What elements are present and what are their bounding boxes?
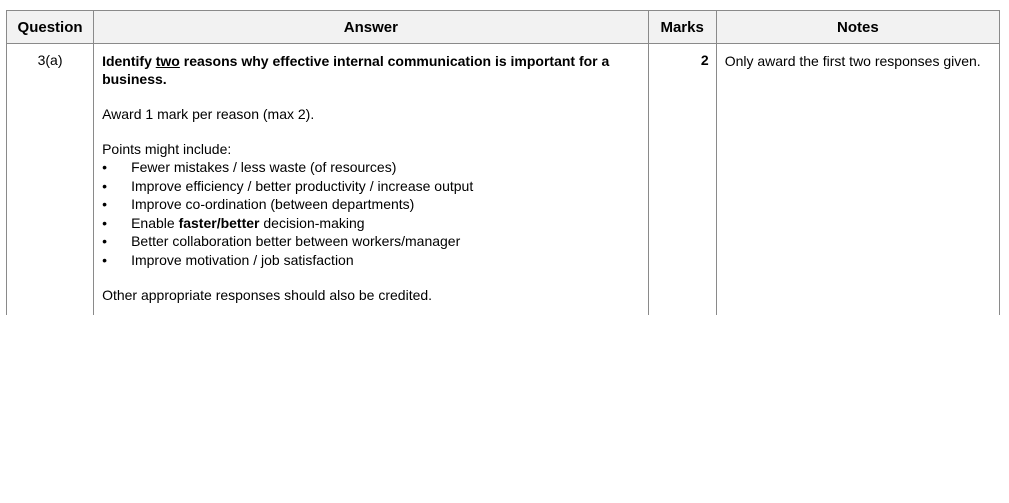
answer-cell — [94, 44, 649, 316]
marks-value: 2 — [648, 44, 716, 316]
question-number: 3(a) — [7, 44, 94, 316]
header-answer: Answer — [94, 11, 649, 44]
point-text: Improve motivation / job satisfaction — [131, 251, 354, 268]
prompt-emphasis: two — [155, 53, 180, 69]
list-item — [102, 251, 640, 270]
header-question: Question — [7, 11, 94, 44]
bullet-icon: • — [102, 214, 107, 231]
point-text: Better collaboration better between workers/manager — [131, 233, 461, 249]
list-item — [102, 232, 640, 251]
list-item — [102, 195, 640, 214]
award-instruction: Award 1 mark per reason (max 2). — [102, 106, 315, 122]
point-text-before: Enable — [131, 214, 179, 231]
prompt-text-before: Identify — [102, 53, 156, 69]
points-list — [102, 158, 640, 269]
list-item — [102, 177, 640, 196]
bullet-icon: • — [102, 233, 107, 249]
mark-scheme-table — [6, 10, 1000, 315]
bullet-icon: • — [102, 196, 107, 212]
points-intro: Points might include: — [102, 141, 232, 157]
prompt-text-after: reasons why effective internal communication is important for a business. — [102, 53, 610, 87]
point-text: Improve co-ordination (between departments) — [131, 196, 415, 212]
point-text-bold: faster/better — [178, 214, 260, 231]
point-text: Improve efficiency / better productivity / increase output — [131, 177, 474, 194]
header-marks: Marks — [648, 11, 716, 44]
point-text: Fewer mistakes / less waste (of resources) — [131, 159, 397, 175]
notes-text: Only award the first two responses given. — [716, 44, 999, 316]
bullet-icon: • — [102, 177, 107, 194]
bullet-icon: • — [102, 251, 107, 268]
question-prompt — [102, 52, 640, 88]
list-item — [102, 158, 640, 177]
header-row — [7, 11, 1000, 44]
header-notes: Notes — [716, 11, 999, 44]
credit-note: Other appropriate responses should also be credited. — [102, 287, 433, 303]
list-item — [102, 214, 640, 233]
bullet-icon: • — [102, 159, 107, 175]
table-row — [7, 44, 1000, 316]
point-text-after: decision-making — [259, 214, 365, 231]
